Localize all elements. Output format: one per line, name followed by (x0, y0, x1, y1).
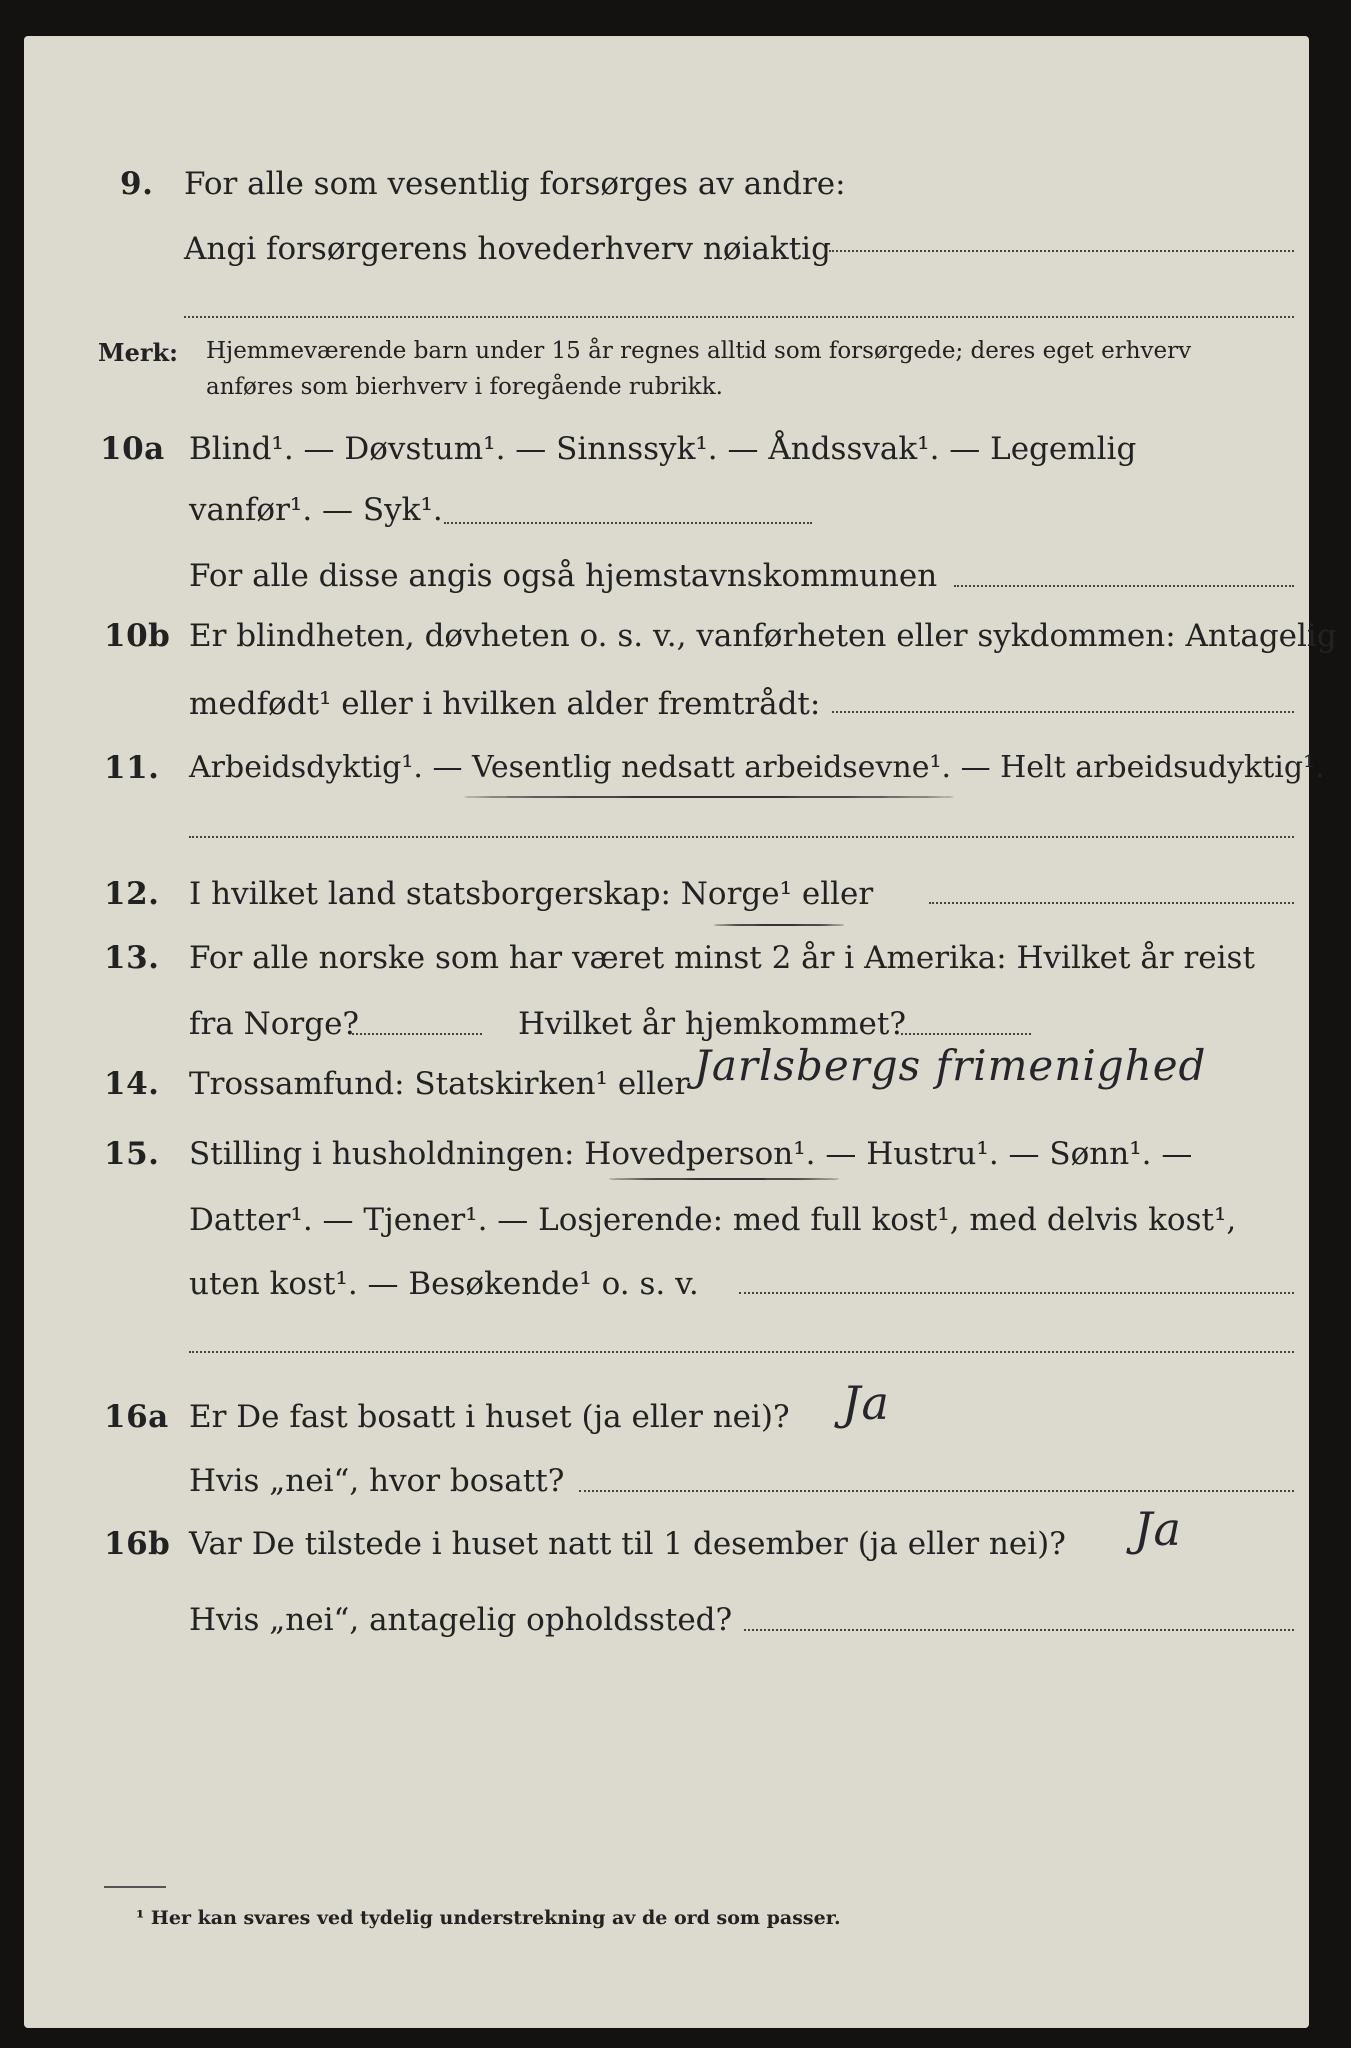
q10a-row (24, 431, 1309, 479)
q16a-handwritten-answer: Ja (842, 1376, 890, 1430)
q9-question: For alle som vesentlig forsørges av andre: (184, 166, 846, 202)
q15-answer-line[interactable] (739, 1292, 1294, 1294)
footnote: ¹ Her kan svares ved tydelig understrekning av de ord som passer. (136, 1907, 841, 1929)
q13-reist-line[interactable] (352, 1033, 482, 1035)
q9-number: 9. (120, 166, 154, 202)
q15-answer-line-2[interactable] (189, 1351, 1294, 1353)
q16a-number: 16a (104, 1399, 169, 1435)
q16b-question: Var De tilstede i huset natt til 1 desember (ja eller nei)? (189, 1526, 1066, 1562)
census-form-page (24, 36, 1337, 2028)
q16a-question-2: Hvis „nei“, hvor bosatt? (189, 1463, 565, 1499)
q10a-kommune-line[interactable] (954, 585, 1294, 587)
q12-answer-line[interactable] (929, 902, 1294, 904)
q16b-row-2 (24, 1602, 1309, 1650)
q10a-question-3: For alle disse angis også hjemstavnskommunen (189, 558, 938, 594)
q15-question-2: Datter¹. — Tjener¹. — Losjerende: med full kost¹, med delvis kost¹, (189, 1202, 1237, 1238)
q13-hjemkommet-line[interactable] (901, 1033, 1031, 1035)
q12-norge-underline (714, 924, 844, 926)
q14-handwritten-answer: Jarlsbergs frimenighed (694, 1041, 1207, 1090)
q10b-row-2 (24, 686, 1309, 734)
q10b-question: Er blindheten, døvheten o. s. v., vanførheten eller sykdommen: Antagelig (189, 618, 1337, 654)
q15-row (24, 1136, 1309, 1184)
q13-row (24, 940, 1309, 988)
q9-question-2: Angi forsørgerens hovederhverv nøiaktig (184, 231, 831, 267)
merk-text-2: anføres som bierhverv i foregående rubrikk. (206, 374, 723, 400)
q12-number: 12. (104, 876, 160, 912)
q15-hovedperson-underline (609, 1178, 839, 1180)
merk-text-1: Hjemmeværende barn under 15 år regnes alltid som forsørgede; deres eget erhverv (206, 338, 1192, 364)
q9-answer-line[interactable] (829, 250, 1294, 252)
q16b-number: 16b (104, 1526, 171, 1562)
q16a-row-2 (24, 1463, 1309, 1511)
q13-question-2b: Hvilket år hjemkommet? (518, 1006, 906, 1042)
merk-row-2 (24, 374, 1309, 422)
q14-question: Trossamfund: Statskirken¹ eller (189, 1066, 690, 1102)
q14-number: 14. (104, 1066, 160, 1102)
q16a-row (24, 1399, 1309, 1447)
q16b-question-2: Hvis „nei“, antagelig opholdssted? (189, 1602, 733, 1638)
q10a-row-3 (24, 558, 1309, 606)
q10a-number: 10a (100, 431, 165, 467)
q13-number: 13. (104, 940, 160, 976)
footnote-rule (104, 1886, 166, 1888)
q9-row-2 (24, 231, 1309, 279)
q16a-question: Er De fast bosatt i huset (ja eller nei)? (189, 1399, 790, 1435)
q15-row-2 (24, 1202, 1309, 1250)
q10a-question-2: vanfør¹. — Syk¹. (189, 492, 443, 528)
q16b-handwritten-answer: Ja (1134, 1502, 1182, 1556)
q12-row (24, 876, 1309, 924)
merk-label: Merk: (98, 338, 178, 367)
q16a-answer-line[interactable] (579, 1490, 1294, 1492)
q13-question-2a: fra Norge? (189, 1006, 360, 1042)
q11-question: Arbeidsdyktig¹. — Vesentlig nedsatt arbeidsevne¹. — Helt arbeidsudyktig¹. (189, 750, 1325, 785)
q10a-question: Blind¹. — Døvstum¹. — Sinnssyk¹. — Åndssvak¹. — Legemlig (189, 431, 1137, 467)
q10b-row (24, 618, 1337, 666)
q11-row (24, 750, 1325, 798)
q15-question-3: uten kost¹. — Besøkende¹ o. s. v. (189, 1266, 699, 1302)
q9-row (24, 166, 1309, 214)
q11-number: 11. (104, 750, 160, 786)
q10a-row-2 (24, 492, 1309, 540)
q11-answer-line[interactable] (189, 836, 1294, 838)
q16b-row (24, 1526, 1309, 1574)
q10b-number: 10b (104, 618, 171, 654)
q10a-answer-line[interactable] (444, 522, 812, 524)
q9-answer-line-2[interactable] (184, 316, 1294, 318)
q15-question: Stilling i husholdningen: Hovedperson¹. — Hustru¹. — Sønn¹. — (189, 1136, 1193, 1172)
q10b-answer-line[interactable] (832, 711, 1294, 713)
q10b-question-2: medfødt¹ eller i hvilken alder fremtrådt: (189, 686, 821, 722)
q16b-answer-line[interactable] (744, 1629, 1294, 1631)
q15-number: 15. (104, 1136, 160, 1172)
q11-pencil-underline (464, 796, 954, 798)
q15-row-3 (24, 1266, 1309, 1314)
q12-question: I hvilket land statsborgerskap: Norge¹ eller (189, 876, 874, 912)
q13-question: For alle norske som har været minst 2 år i Amerika: Hvilket år reist (189, 940, 1255, 976)
